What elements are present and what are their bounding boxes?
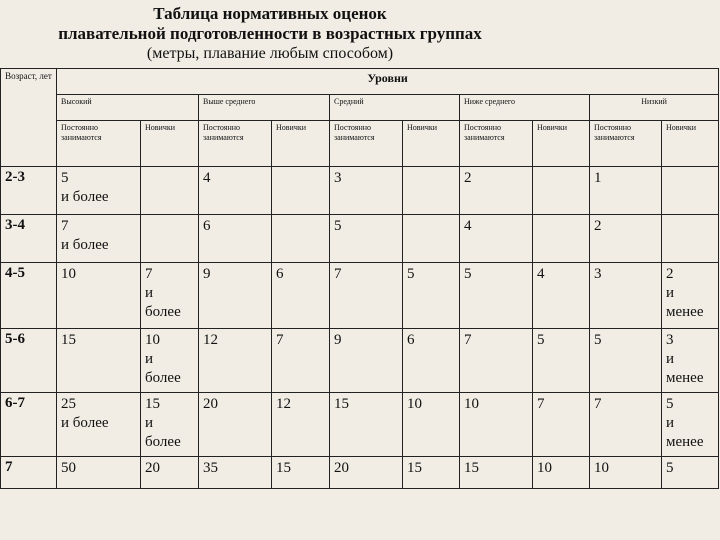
- subheader-regular: Постоянно занимаются: [199, 121, 272, 167]
- norm-cell: 7: [533, 393, 590, 457]
- norm-cell: [141, 167, 199, 215]
- norm-cell: 5: [533, 329, 590, 393]
- subheader-beginners: Новички: [533, 121, 590, 167]
- norm-cell: 10: [590, 457, 662, 489]
- norm-cell: 10: [533, 457, 590, 489]
- level-average: Средний: [330, 95, 460, 121]
- age-cell: 4-5: [1, 263, 57, 329]
- title-line-1: Таблица нормативных оценок: [153, 4, 387, 23]
- norm-cell: [403, 167, 460, 215]
- norm-cell: 15: [57, 329, 141, 393]
- norm-cell: 7 и более: [141, 263, 199, 329]
- norm-cell: [533, 167, 590, 215]
- norm-cell: 2: [460, 167, 533, 215]
- norm-cell: 6: [403, 329, 460, 393]
- norm-cell: 5 и менее: [662, 393, 719, 457]
- norms-table: [0, 68, 719, 489]
- norm-cell: 3 и менее: [662, 329, 719, 393]
- table-row: [1, 393, 719, 457]
- age-cell: 2-3: [1, 167, 57, 215]
- norm-cell: [662, 215, 719, 263]
- table-title: [0, 4, 540, 64]
- table-row: [1, 457, 719, 489]
- norm-cell: 1: [590, 167, 662, 215]
- norm-cell: 10: [57, 263, 141, 329]
- norm-cell: 10: [460, 393, 533, 457]
- norm-cell: [272, 215, 330, 263]
- norm-cell: 35: [199, 457, 272, 489]
- subheader-regular: Постоянно занимаются: [330, 121, 403, 167]
- norm-cell: 12: [272, 393, 330, 457]
- norm-cell: [662, 167, 719, 215]
- norm-cell: 7: [272, 329, 330, 393]
- subheader-beginners: Новички: [141, 121, 199, 167]
- norm-cell: 5: [330, 215, 403, 263]
- norm-cell: 15: [330, 393, 403, 457]
- subheader-regular: Постоянно занимаются: [460, 121, 533, 167]
- norm-cell: 2: [590, 215, 662, 263]
- norm-cell: 9: [199, 263, 272, 329]
- norm-cell: 20: [330, 457, 403, 489]
- norm-cell: 7 и более: [57, 215, 141, 263]
- title-line-3: (метры, плавание любым способом): [146, 45, 394, 62]
- table-row: [1, 167, 719, 215]
- norm-cell: 5: [590, 329, 662, 393]
- norm-cell: 5: [403, 263, 460, 329]
- level-below-average: Ниже среднего: [460, 95, 590, 121]
- norm-cell: 10 и более: [141, 329, 199, 393]
- subheader-regular: Постоянно занимаются: [57, 121, 141, 167]
- norm-cell: 6: [199, 215, 272, 263]
- norm-cell: [403, 215, 460, 263]
- norm-cell: 6: [272, 263, 330, 329]
- norm-cell: 15: [272, 457, 330, 489]
- table-row: [1, 215, 719, 263]
- level-low: Низкий: [590, 95, 719, 121]
- norm-cell: 20: [141, 457, 199, 489]
- norm-cell: 20: [199, 393, 272, 457]
- norm-cell: [141, 215, 199, 263]
- age-cell: 5-6: [1, 329, 57, 393]
- norm-cell: 5: [460, 263, 533, 329]
- norm-cell: [272, 167, 330, 215]
- norm-cell: 50: [57, 457, 141, 489]
- subheader-regular: Постоянно занимаются: [590, 121, 662, 167]
- norm-cell: 4: [199, 167, 272, 215]
- table-row: [1, 263, 719, 329]
- norm-cell: 15 и более: [141, 393, 199, 457]
- norm-cell: 5 и более: [57, 167, 141, 215]
- age-header: Возраст, лет: [1, 69, 57, 167]
- norm-cell: 15: [403, 457, 460, 489]
- norm-cell: 7: [590, 393, 662, 457]
- norm-cell: 2 и менее: [662, 263, 719, 329]
- norm-cell: [533, 215, 590, 263]
- table-row: [1, 329, 719, 393]
- level-high: Высокий: [57, 95, 199, 121]
- norm-cell: 25 и более: [57, 393, 141, 457]
- age-cell: 6-7: [1, 393, 57, 457]
- norm-cell: 7: [460, 329, 533, 393]
- norm-cell: 12: [199, 329, 272, 393]
- age-cell: 7: [1, 457, 57, 489]
- title-line-2: плавательной подготовленности в возрастных группах: [58, 24, 482, 43]
- norm-cell: 3: [330, 167, 403, 215]
- norm-cell: 15: [460, 457, 533, 489]
- norm-cell: 5: [662, 457, 719, 489]
- subheader-beginners: Новички: [272, 121, 330, 167]
- norm-cell: 4: [460, 215, 533, 263]
- norm-cell: 7: [330, 263, 403, 329]
- subheader-beginners: Новички: [403, 121, 460, 167]
- age-cell: 3-4: [1, 215, 57, 263]
- levels-header: Уровни: [57, 69, 719, 95]
- norm-cell: 4: [533, 263, 590, 329]
- norm-cell: 3: [590, 263, 662, 329]
- norm-cell: 9: [330, 329, 403, 393]
- norm-cell: 10: [403, 393, 460, 457]
- subheader-beginners: Новички: [662, 121, 719, 167]
- level-above-average: Выше среднего: [199, 95, 330, 121]
